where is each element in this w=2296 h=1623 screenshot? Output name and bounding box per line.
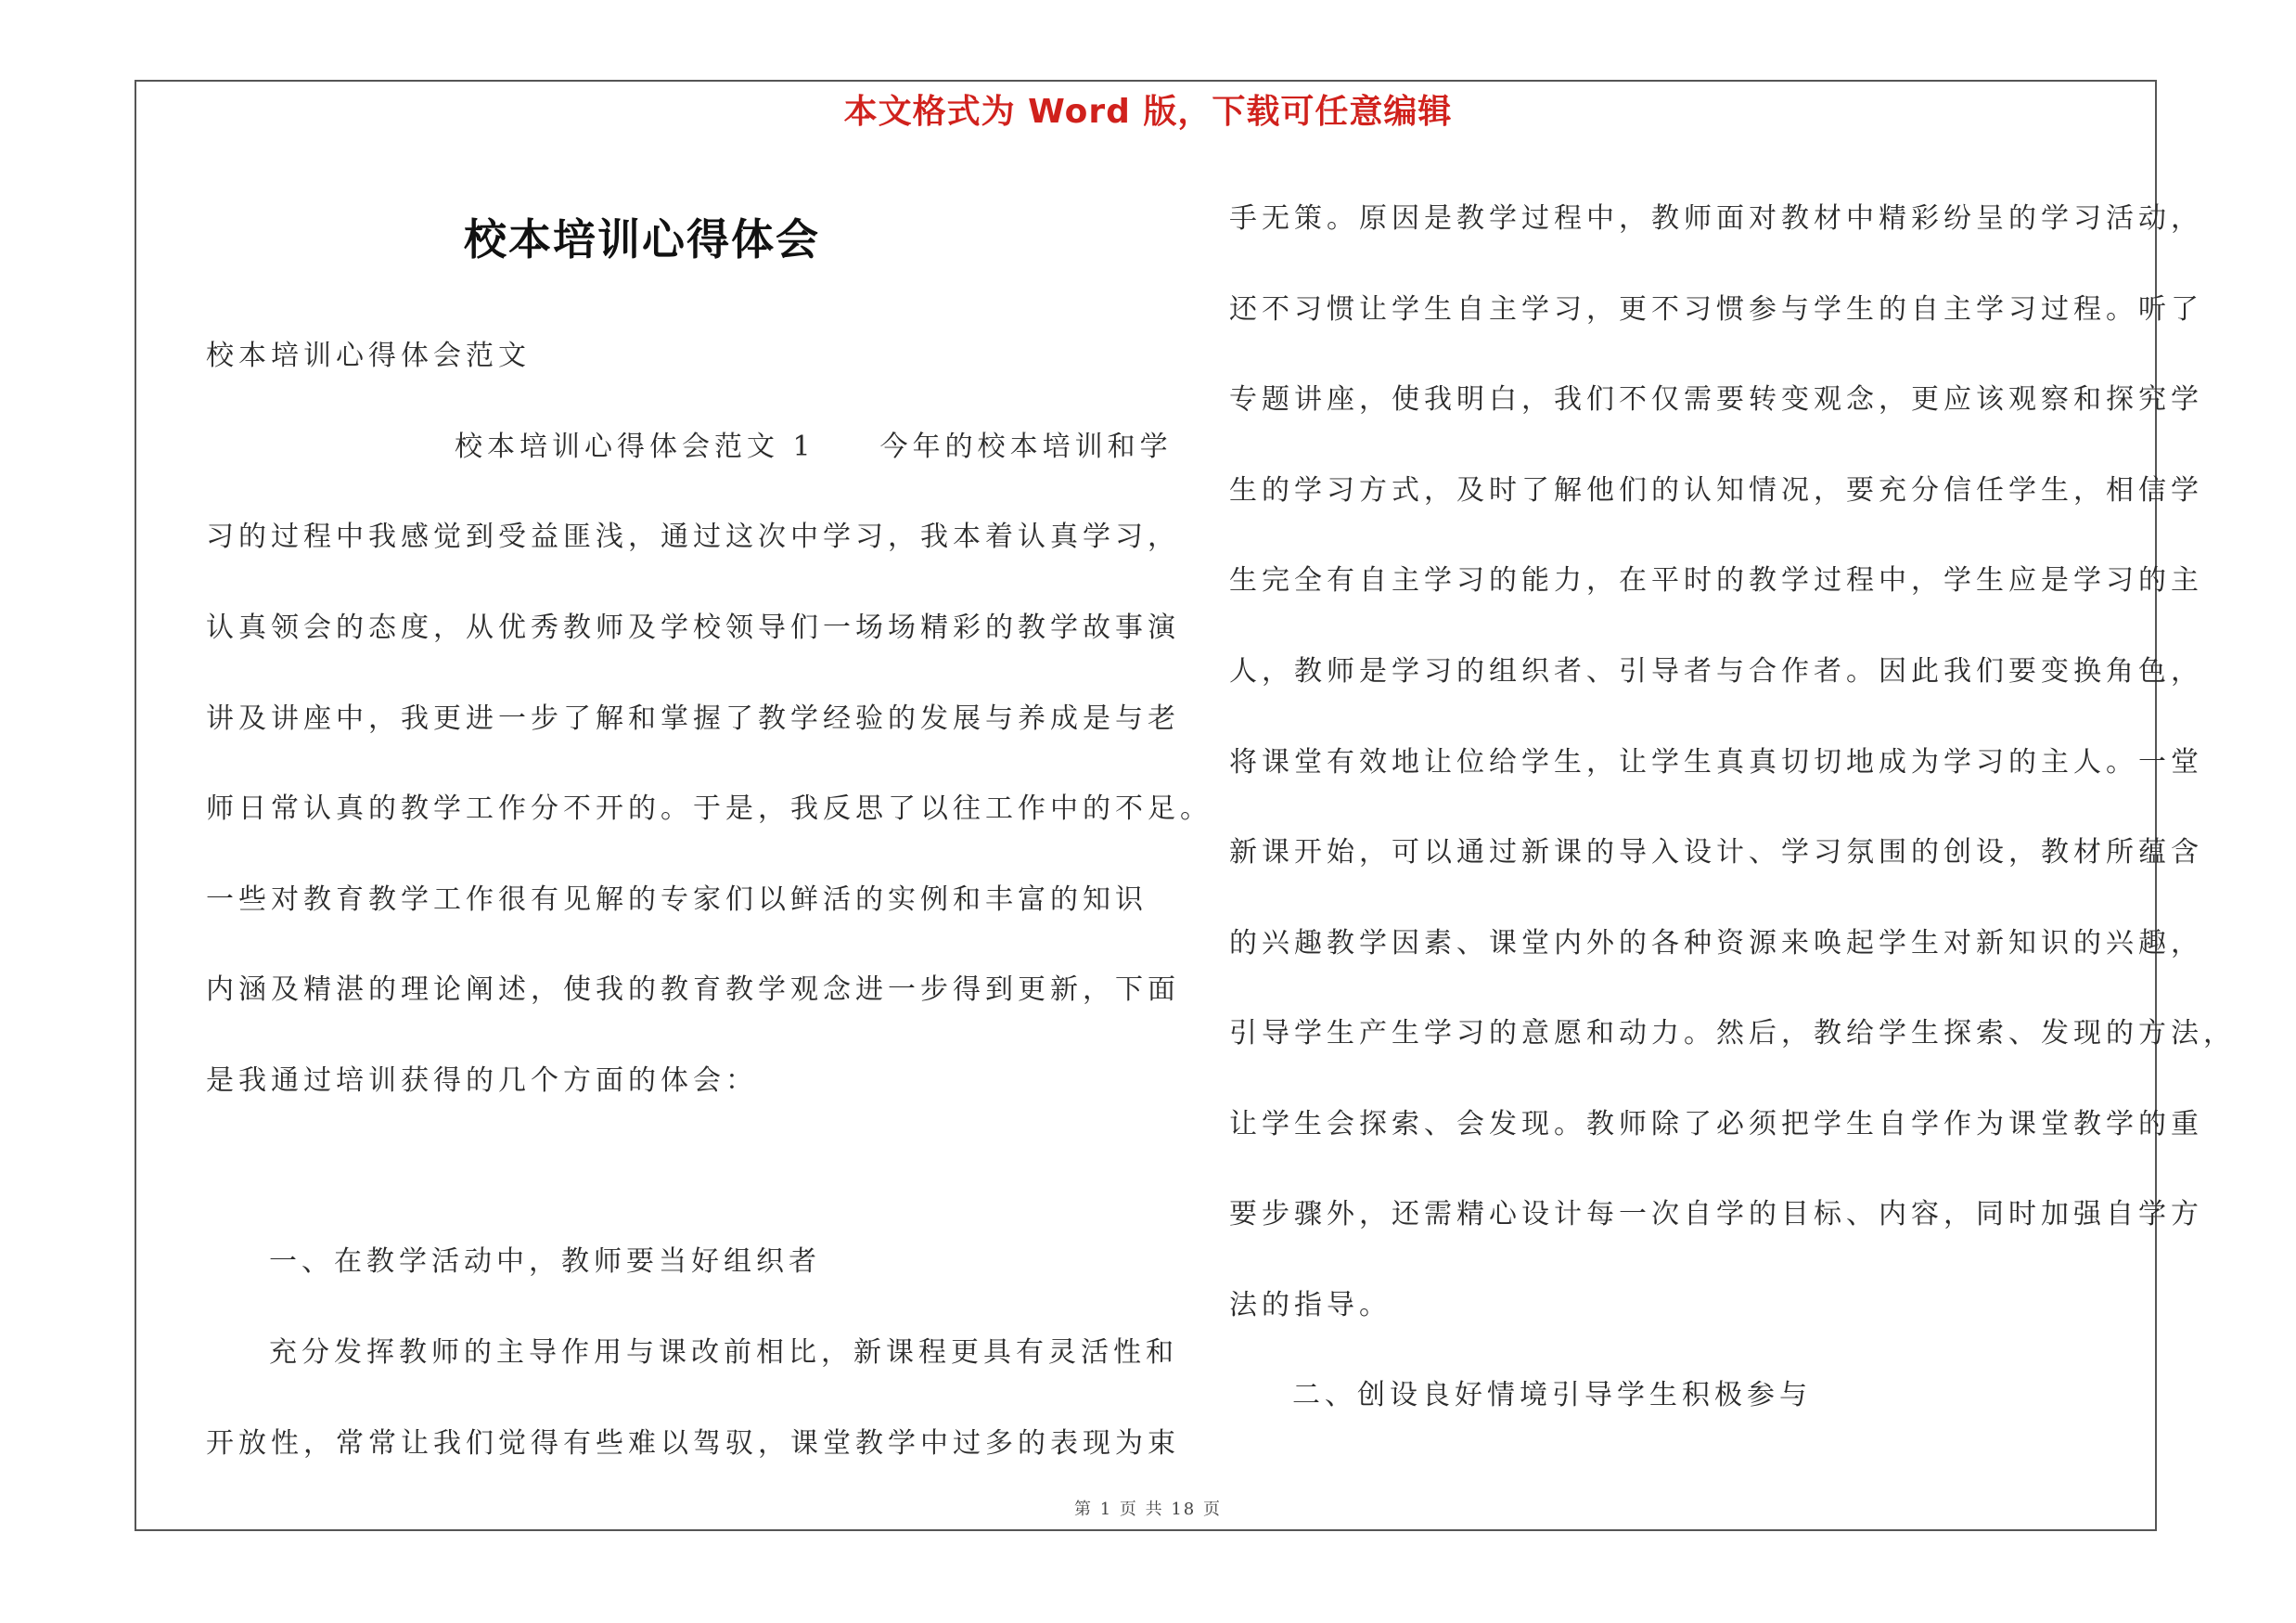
format-notice-banner: 本文格式为 Word 版，下载可任意编辑 [843,93,1453,131]
body-line: 法的指导。 [1229,1289,1392,1321]
body-line: 开放性，常常让我们觉得有些难以驾驭，课堂教学中过多的表现为束 [206,1427,1180,1460]
body-line: 校本培训心得体会范文 1 今年的校本培训和学 [455,431,1173,463]
body-line: 认真领会的态度，从优秀教师及学校领导们一场场精彩的教学故事演 [206,612,1180,644]
body-line: 内涵及精湛的理论阐述，使我的教育教学观念进一步得到更新，下面 [206,973,1180,1006]
body-line: 生完全有自主学习的能力，在平时的教学过程中，学生应是学习的主 [1229,564,2203,597]
body-line: 要步骤外，还需精心设计每一次自学的目标、内容，同时加强自学方 [1229,1198,2203,1230]
body-line: 人，教师是学习的组织者、引导者与合作者。因此我们要变换角色， [1229,655,2203,688]
body-line: 讲及讲座中，我更进一步了解和掌握了教学经验的发展与养成是与老 [206,702,1180,735]
body-line: 手无策。原因是教学过程中，教师面对教材中精彩纷呈的学习活动， [1229,202,2203,235]
section-heading: 二、创设良好情境引导学生积极参与 [1292,1379,1812,1411]
body-line: 让学生会探索、会发现。教师除了必须把学生自学作为课堂教学的重 [1229,1108,2203,1140]
body-line: 引导学生产生学习的意愿和动力。然后，教给学生探索、发现的方法， [1229,1017,2236,1050]
body-line: 新课开始，可以通过新课的导入设计、学习氛围的创设，教材所蕴含 [1229,836,2203,869]
body-line: 一些对教育教学工作很有见解的专家们以鲜活的实例和丰富的知识 [206,883,1148,916]
body-line: 生的学习方式，及时了解他们的认知情况，要充分信任学生，相信学 [1229,474,2203,507]
document-title: 校本培训心得体会 [464,214,820,264]
body-line: 是我通过培训获得的几个方面的体会： [206,1064,758,1097]
body-line: 还不习惯让学生自主学习，更不习惯参与学生的自主学习过程。听了 [1229,293,2203,326]
body-line: 充分发挥教师的主导作用与课改前相比，新课程更具有灵活性和 [269,1336,1178,1369]
body-line: 师日常认真的教学工作分不开的。于是，我反思了以往工作中的不足。 [206,792,1212,825]
body-line: 的兴趣教学因素、课堂内外的各种资源来唤起学生对新知识的兴趣， [1229,927,2203,960]
right-column [1229,0,2236,1623]
body-line: 专题讲座，使我明白，我们不仅需要转变观念，更应该观察和探究学 [1229,383,2203,416]
page-number-footer: 第 1 页 共 18 页 [1074,1500,1222,1519]
body-line: 习的过程中我感觉到受益匪浅，通过这次中学习，我本着认真学习， [206,521,1180,553]
body-line: 校本培训心得体会范文 [206,340,531,372]
body-line: 将课堂有效地让位给学生，让学生真真切切地成为学习的主人。一堂 [1229,746,2203,779]
section-heading: 一、在教学活动中，教师要当好组织者 [269,1245,821,1278]
